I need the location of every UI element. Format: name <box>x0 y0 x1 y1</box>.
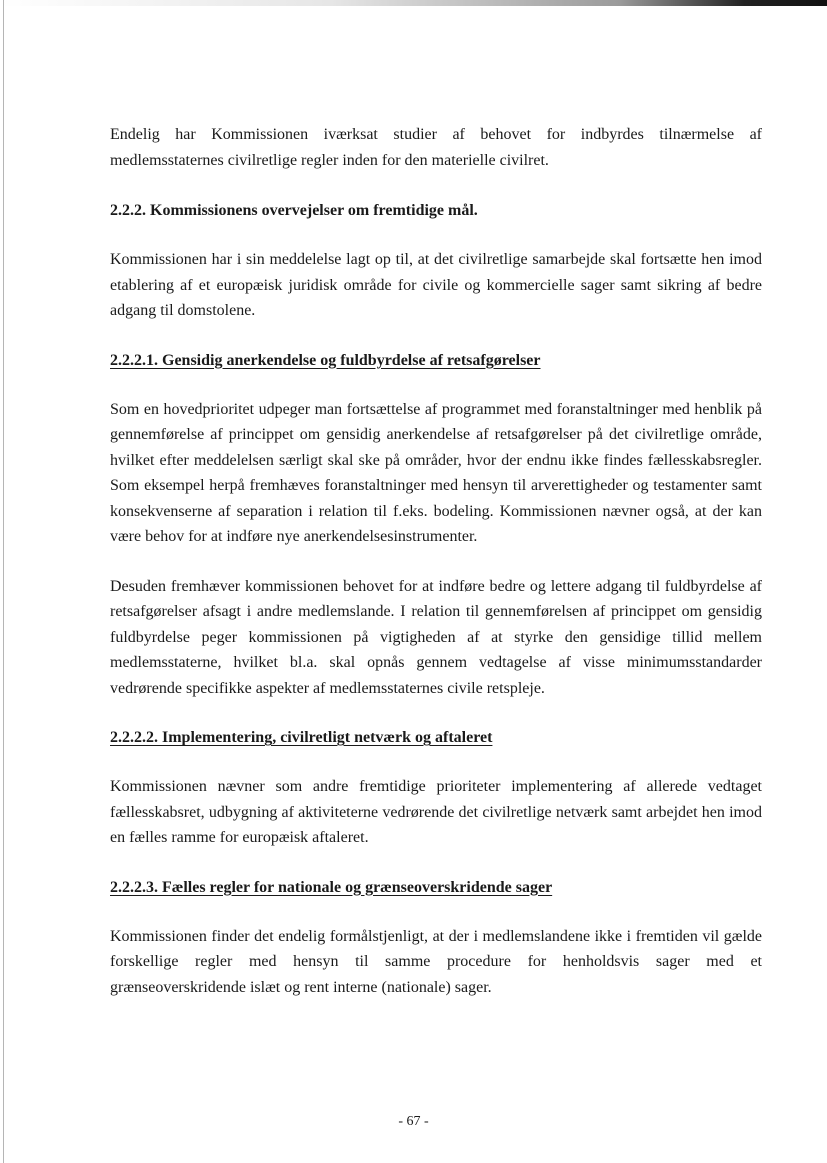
page-number: - 67 - <box>398 1114 429 1129</box>
scan-edge-top <box>0 0 827 6</box>
paragraph-intro: Endelig har Kommissionen iværksat studier af behovet for indbyrdes tilnærmelse af medlemsstaternes civilretlige regler inden for den materielle civilret. <box>110 126 762 169</box>
paragraph-section-2-2-2: Kommissionen har i sin meddelelse lagt op til, at det civilretlige samarbejde skal fortsætte hen imod etablering af et europæisk juridisk område for civile og kommercielle sager samt sikring af bedre adgang til domstolene. <box>110 251 762 319</box>
scan-edge-left <box>3 0 4 1163</box>
document-body <box>110 122 762 1000</box>
paragraph-2-2-2-3: Kommissionen finder det endelig formålstjenligt, at der i medlemslandene ikke i fremtiden vil gælde forskellige regler med hensyn til samme procedure for henholdsvis sager med et grænseoverskridende islæt og rent interne (nationale) sager. <box>110 927 762 996</box>
subsection-heading-2-2-2-2: 2.2.2.2. Implementering, civilretligt netværk og aftaleret <box>110 729 493 746</box>
section-heading-2-2-2: 2.2.2. Kommissionens overvejelser om fremtidige mål. <box>110 202 478 219</box>
subsection-heading-2-2-2-3: 2.2.2.3. Fælles regler for nationale og grænseoverskridende sager <box>110 878 553 896</box>
paragraph-2-2-2-1-a: Som en hovedprioritet udpeger man fortsættelse af programmet med foranstaltninger med henblik på gennemførelse af princippet om gensidig anerkendelse af retsafgørelser på det civilretlige område, hvilket efter meddelelsen særligt skal ske på områder, hvor der endnu ikke findes fællesskabsregler. Som eksempel herpå fremhæves foranstaltninger med hensyn til arverettigheder og testamenter samt konsekvenserne af separation i relation til f.eks. bodeling. Kommissionen nævner også, at der kan være behov for at indføre nye anerkendelsesinstrumenter. <box>110 400 762 545</box>
paragraph-2-2-2-1-b: Desuden fremhæver kommissionen behovet for at indføre bedre og lettere adgang til fuldbyrdelse af retsafgørelser afsagt i andre medlemslande. I relation til gennemførelsen af princippet om gensidig fuldbyrdelse peger kommissionen på vigtigheden af at styrke den gensidige tillid mellem medlemsstaterne, hvilket bl.a. skal opnås gennem vedtagelse af visse minimumsstandarder vedrørende specifikke aspekter af medlemsstaternes civile retspleje. <box>110 577 762 697</box>
paragraph-2-2-2-2: Kommissionen nævner som andre fremtidige prioriteter implementering af allerede vedtaget fællesskabsret, udbygning af aktiviteterne vedrørende det civilretlige netværk samt arbejdet hen imod en fælles ramme for europæisk aftaleret. <box>110 778 762 846</box>
subsection-heading-2-2-2-1: 2.2.2.1. Gensidig anerkendelse og fuldbyrdelse af retsafgørelser <box>110 351 541 369</box>
